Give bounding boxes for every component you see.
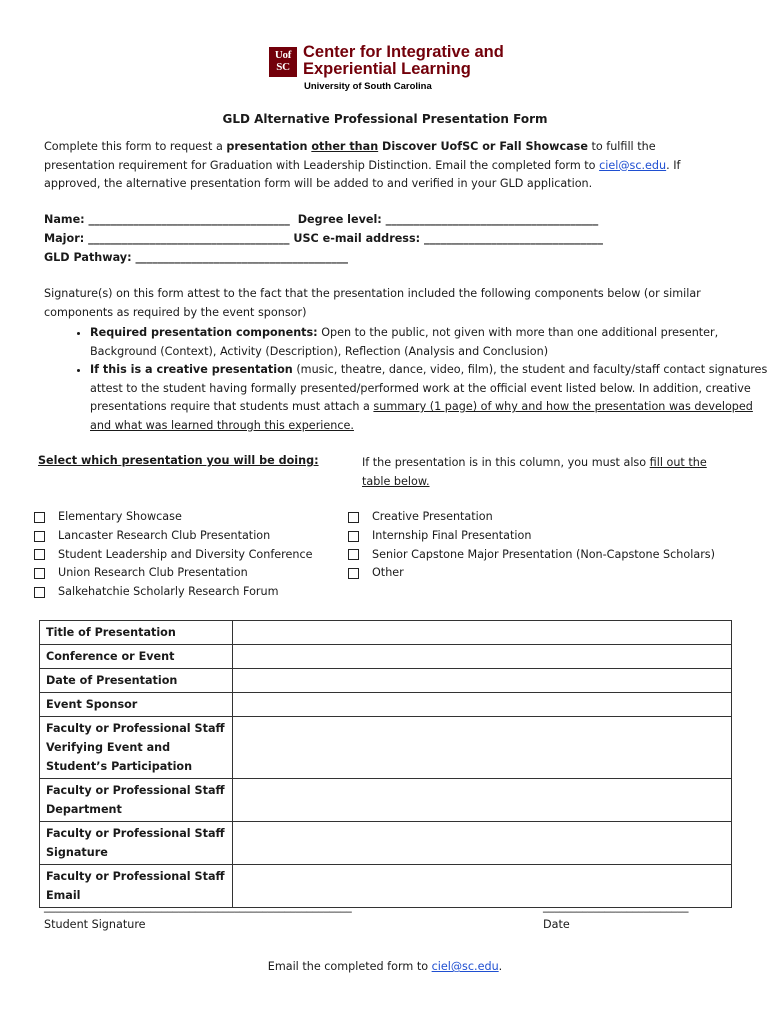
bullet-creative-presentation [90,361,770,435]
row-label: Faculty or Professional Staff Email [40,865,233,908]
row-value-input[interactable] [233,621,732,645]
option-creative-presentation[interactable] [348,508,715,527]
option-salkehatchie-forum[interactable] [34,583,313,602]
row-value-input[interactable] [233,669,732,693]
presentation-details-table [39,620,732,908]
student-info-fields [44,210,603,267]
checkbox[interactable] [348,549,359,560]
row-label: Faculty or Professional Staff Verifying Event and Student’s Participation [40,717,233,779]
checkbox[interactable] [34,587,45,598]
intro-bold-underlined: other than [311,140,379,153]
option-label: Other [372,566,404,580]
column-note-underlined: fill out the table below. [362,456,707,488]
checkbox[interactable] [348,568,359,579]
student-signature-block [44,898,352,934]
option-label: Lancaster Research Club Presentation [58,528,271,542]
option-lancaster-research-club[interactable] [34,527,313,546]
intro-email-link[interactable]: ciel@sc.edu [599,158,667,172]
table-row [40,621,732,645]
table-row [40,717,732,779]
row-label: Conference or Event [40,645,233,669]
footer-note [0,960,770,973]
summary-requirement: summary (1 page) of why and how the presentation was developed and what was learned through this experience. [90,400,753,432]
row-label: Date of Presentation [40,669,233,693]
options-right [348,508,715,583]
option-label: Salkehatchie Scholarly Research Forum [58,585,279,599]
column-note [362,454,722,491]
row-value-input[interactable] [233,822,732,865]
date-label: Date [543,918,570,931]
intro-bold-1: presentation [226,140,312,153]
usc-logo-mark [269,47,297,77]
logo-mark-line2: SC [276,61,290,73]
row-label: Faculty or Professional Staff Department [40,779,233,822]
logo-mark-line1: Uof [274,49,292,61]
option-senior-capstone[interactable] [348,546,715,565]
logo-title: Center for Integrative and Experiential Learning [303,43,504,78]
student-signature-line[interactable]: _______________________________________________________ [44,900,352,913]
table-row [40,822,732,865]
table-row [40,693,732,717]
component-bullets [44,324,770,435]
option-other[interactable] [348,564,715,583]
option-label: Elementary Showcase [58,510,182,523]
bullet-required-components [90,324,770,361]
row-label: Faculty or Professional Staff Signature [40,822,233,865]
footer-email-link[interactable]: ciel@sc.edu [431,960,499,973]
logo-subtitle: University of South Carolina [304,81,432,92]
date-block [543,898,688,934]
gld-pathway-field[interactable]: GLD Pathway: ______________________________________ [44,251,349,264]
table-row [40,645,732,669]
date-line[interactable]: __________________________ [543,900,689,913]
checkbox[interactable] [348,531,359,542]
option-elementary-showcase[interactable] [34,508,313,527]
checkbox[interactable] [348,512,359,523]
usc-email-field[interactable]: USC e-mail address: ________________________________ [293,232,603,245]
option-label: Creative Presentation [372,510,493,523]
name-field[interactable]: Name: ____________________________________ [44,213,290,226]
footer-end: . [498,960,503,973]
checkbox[interactable] [34,568,45,579]
bullet-1-text: Open to the public, not given with more than one additional presenter, Background (Context), Activity (Description), Reflection (Analysis and Conclusion) [90,326,719,358]
checkbox[interactable] [34,512,45,523]
row-label: Event Sponsor [40,693,233,717]
row-label: Title of Presentation [40,621,233,645]
intro-text-2: to fulfill the presentation requirement for Graduation with Leadership Distinction. Email the completed form to [44,140,656,172]
table-row [40,779,732,822]
footer-text: Email the completed form to [267,960,432,973]
major-field[interactable]: Major: ____________________________________ [44,232,290,245]
intro-text-3: . If approved, the alternative presentation form will be added to and verified in your GLD application. [44,158,681,190]
table-row [40,669,732,693]
option-label: Internship Final Presentation [372,528,532,542]
select-heading: Select which presentation you will be doing: [38,454,319,467]
options-left [34,508,313,602]
degree-level-field[interactable]: Degree level: ______________________________________ [297,213,599,226]
option-union-research-club[interactable] [34,564,313,583]
option-label: Senior Capstone Major Presentation (Non-Capstone Scholars) [372,547,715,561]
intro-paragraph [44,138,724,194]
row-value-input[interactable] [233,645,732,669]
checkbox[interactable] [34,531,45,542]
bullet-2-text: (music, theatre, dance, video, film), the student and faculty/staff contact signatures attest to the student having formally presented/performed work at the official event listed below. In addition, creative presentations require that students must attach a [90,363,768,413]
row-value-input[interactable] [233,717,732,779]
checkbox[interactable] [34,549,45,560]
bullet-1-bold: Required presentation components: [90,326,318,339]
option-label: Union Research Club Presentation [58,566,248,580]
column-note-text: If the presentation is in this column, you must also [362,456,650,469]
option-label: Student Leadership and Diversity Conference [58,547,313,561]
option-internship-final[interactable] [348,527,715,546]
intro-text-1: Complete this form to request a [44,140,227,153]
intro-bold-2: Discover UofSC or Fall Showcase [378,140,588,153]
bullet-2-bold: If this is a creative presentation [90,363,293,376]
student-signature-label: Student Signature [44,918,146,931]
option-student-leadership-conference[interactable] [34,546,313,565]
row-value-input[interactable] [233,779,732,822]
form-title: GLD Alternative Professional Presentation Form [222,112,548,126]
signature-note: Signature(s) on this form attest to the fact that the presentation included the following components below (or similar components as required by the event sponsor) [44,287,701,319]
row-value-input[interactable] [233,693,732,717]
